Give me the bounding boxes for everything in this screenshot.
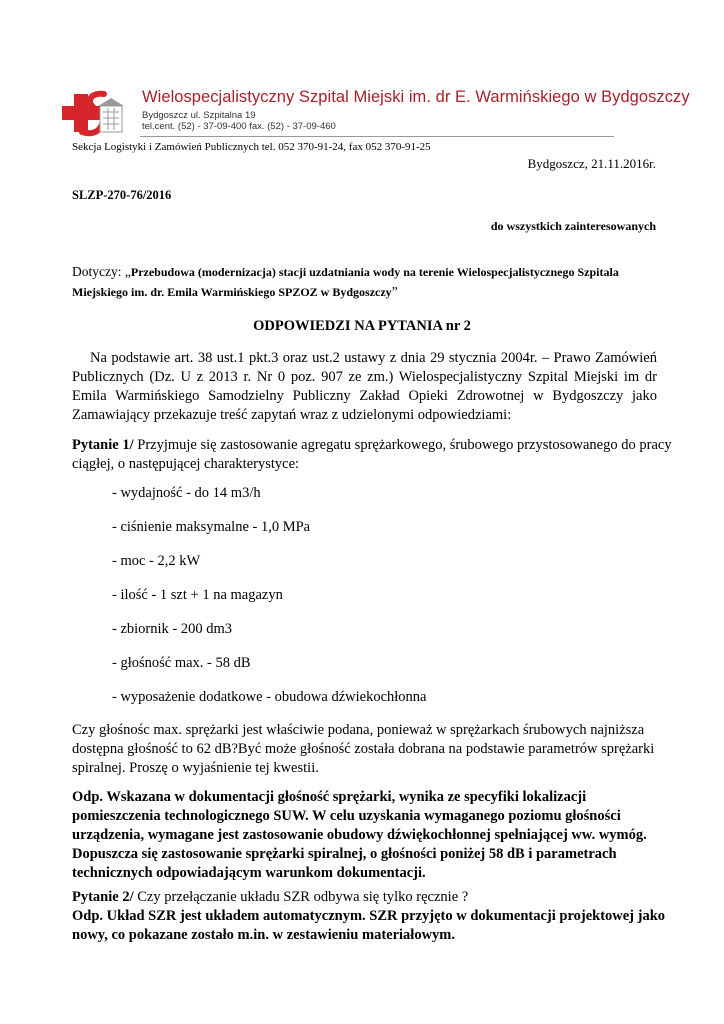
- hospital-logo: [60, 86, 126, 144]
- question-2-text: Czy przełączanie układu SZR odbywa się tylko ręcznie ?: [133, 889, 469, 905]
- param-item: - ciśnienie maksymalne - 1,0 MPa: [112, 519, 311, 535]
- addressee: do wszystkich zainteresowanych: [490, 219, 656, 233]
- param-item: - głośność max. - 58 dB: [112, 655, 251, 671]
- question-2: [72, 888, 672, 907]
- question-1-continuation: Czy głośnośc max. sprężarki jest właściwie podana, ponieważ w sprężarkach śrubowych najniższa dostępna głośność to 62 dB?Być może głośność została dobrana na podstawie parametrów sprężarki spiralnej. Proszę o wyjaśnienie tej kwestii.: [72, 722, 655, 776]
- question-1-label: Pytanie 1/: [72, 437, 134, 453]
- param-item: - ilość - 1 szt + 1 na magazyn: [112, 587, 283, 603]
- subject-close-quote: ”: [391, 284, 398, 299]
- subject-text: Przebudowa (modernizacja) stacji uzdatniania wody na terenie Wielospecjalistycznego Szpitala Miejskiego im. dr. Emila Warmińskiego SPZOZ w Bydgoszczy: [72, 265, 619, 299]
- subject-label: Dotyczy:: [72, 264, 125, 279]
- question-2-label: Pytanie 2/: [72, 889, 134, 905]
- contact-line: tel.cent. (52) - 37-09-400 fax. (52) - 37-09-460: [142, 121, 336, 132]
- question-1-text: Przyjmuje się zastosowanie agregatu sprężarkowego, śrubowego przystosowanego do pracy ciągłej, o następującej charakterystyce:: [72, 437, 672, 472]
- section-contact-line: Sekcja Logistyki i Zamówień Publicznych tel. 052 370-91-24, fax 052 370-91-25: [72, 141, 431, 153]
- letterhead-divider: [140, 136, 614, 137]
- hospital-name: Wielospecjalistyczny Szpital Miejski im. dr E. Warmińskiego w Bydgoszczy: [142, 88, 690, 106]
- param-item: - zbiornik - 200 dm3: [112, 621, 233, 637]
- hospital-address: [142, 110, 336, 132]
- subject-open-quote: „: [124, 264, 131, 279]
- question-1: [72, 436, 672, 474]
- param-item: - wydajność - do 14 m3/h: [112, 485, 261, 501]
- intro-paragraph: Na podstawie art. 38 ust.1 pkt.3 oraz ust.2 ustawy z dnia 29 stycznia 2004r. – Prawo Zamówień Publicznych (Dz. U z 2013 r. Nr 0 poz. 907 ze zm.) Wielospecjalistyczny Szpital Miejski im dr Emila Warmińskiego Samodzielny Publiczny Zakład Opieki Zdrowotnej w Bydgoszczy jako Zamawiający przekazuje treść zapytań wraz z udzielonymi odpowiedziami:: [72, 350, 657, 423]
- date-line: Bydgoszcz, 21.11.2016r.: [527, 156, 656, 171]
- subject-paragraph: [72, 262, 662, 302]
- param-item: - wyposażenie dodatkowe - obudowa dźwiekochłonna: [112, 689, 427, 705]
- answer-1: Odp. Wskazana w dokumentacji głośność sprężarki, wynika ze specyfiki lokalizacji pomieszczenia technologicznego SUW. W celu uzyskania wymaganego poziomu głośności urządzenia, wymagane jest zastosowanie obudowy dźwiękochłonnej spełniającej ww. wymóg. Dopuszcza się zastosowanie sprężarki spiralnej, o głośności poniżej 58 dB i parametrach technicznych odpowiadającym warunkom dokumentacji.: [72, 789, 647, 881]
- address-line: Bydgoszcz ul. Szpitalna 19: [142, 110, 256, 121]
- answer-2: Odp. Układ SZR jest układem automatycznym. SZR przyjęto w dokumentacji projektowej jako nowy, co pokazane zostało m.in. w zestawieniu materiałowym.: [72, 908, 666, 943]
- document-title: ODPOWIEDZI NA PYTANIA nr 2: [253, 318, 471, 334]
- reference-number: SLZP-270-76/2016: [72, 188, 172, 202]
- param-item: - moc - 2,2 kW: [112, 553, 201, 569]
